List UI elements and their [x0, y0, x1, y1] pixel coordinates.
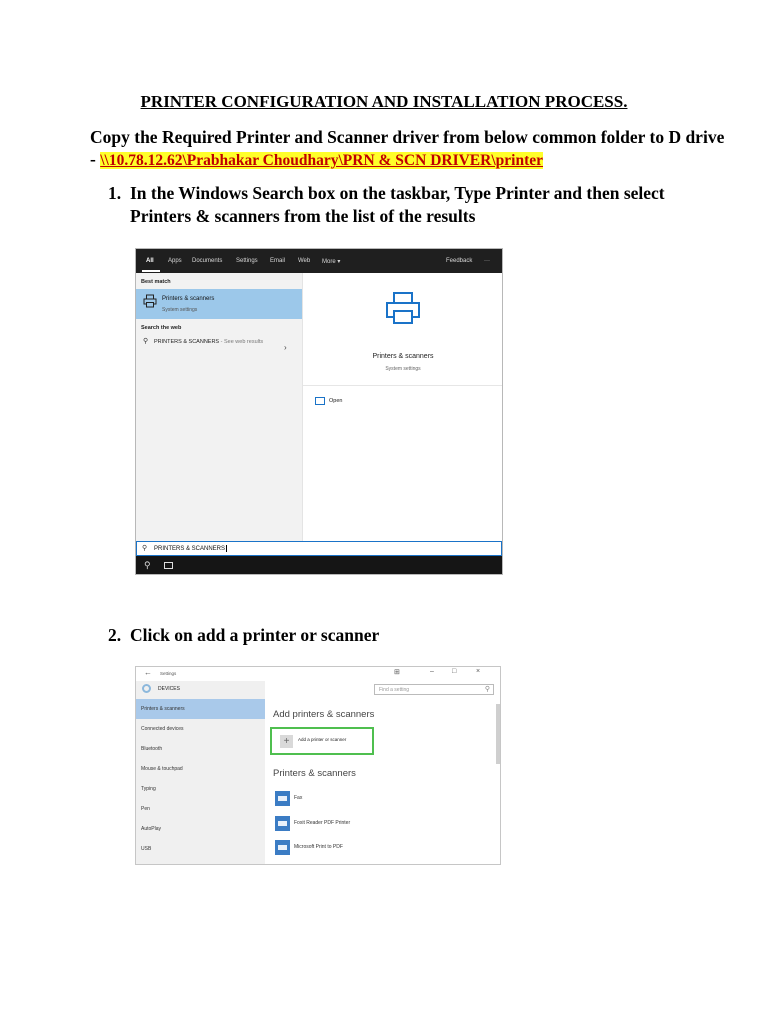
gear-icon — [142, 684, 151, 693]
windows-search-screenshot — [135, 248, 503, 575]
tab-email[interactable]: Email — [270, 258, 286, 264]
scrollbar[interactable] — [496, 704, 500, 764]
step-2-text: Click on add a printer or scanner — [130, 625, 380, 645]
best-match-title: Printers & scanners — [162, 296, 215, 302]
result-detail-pane — [302, 273, 503, 541]
printer-item-fax[interactable] — [273, 791, 473, 811]
add-printer-button[interactable] — [270, 727, 374, 755]
step-2 — [108, 624, 708, 647]
printer-icon — [143, 294, 157, 308]
active-tab-underline — [142, 270, 160, 272]
detail-divider — [303, 385, 503, 386]
tab-settings[interactable]: Settings — [236, 258, 258, 264]
maximize-icon[interactable]: □ — [452, 668, 457, 675]
nav-connected-devices[interactable]: Connected devices — [141, 726, 184, 732]
intro-text: Copy the Required Printer and Scanner driver from below common folder to D drive - — [90, 127, 725, 169]
step-1-number: 1. — [108, 183, 122, 203]
add-printers-heading: Add printers & scanners — [273, 709, 375, 720]
printer-item-foxit[interactable] — [273, 816, 473, 836]
find-setting-input[interactable] — [374, 684, 494, 695]
printer-large-icon — [383, 289, 423, 329]
nav-mouse-touchpad[interactable]: Mouse & touchpad — [141, 766, 183, 772]
printer-icon — [275, 791, 290, 806]
tab-apps[interactable]: Apps — [168, 258, 182, 264]
printer-item-ms-pdf[interactable] — [273, 840, 473, 860]
results-list — [136, 273, 302, 541]
web-result-subtext: - See web results — [219, 339, 264, 345]
step-1 — [108, 182, 708, 228]
search-icon: ⚲ — [143, 338, 149, 345]
intro-paragraph — [90, 126, 730, 172]
driver-folder-path: \\10.78.12.62\Prabhakar Choudhary\PRN & SCN DRIVER\printer — [100, 152, 543, 169]
task-view-icon[interactable] — [164, 562, 173, 569]
detail-title: Printers & scanners — [372, 353, 434, 360]
taskbar-search-box[interactable] — [136, 541, 502, 556]
feedback-link[interactable]: Feedback — [446, 258, 473, 264]
printer-icon — [275, 840, 290, 855]
nav-usb[interactable]: USB — [141, 846, 152, 852]
document-title: PRINTER CONFIGURATION AND INSTALLATION PROCESS. — [140, 92, 628, 111]
settings-titlebar — [136, 667, 500, 681]
nav-typing[interactable]: Typing — [141, 786, 156, 792]
web-result-text: PRINTERS & SCANNERS — [154, 339, 220, 345]
nav-bluetooth[interactable]: Bluetooth — [141, 746, 163, 752]
add-printer-label: Add a printer or scanner — [298, 737, 347, 742]
plus-icon: + — [280, 735, 293, 748]
taskbar-search-icon[interactable]: ⚲ — [144, 560, 151, 570]
search-web-label: Search the web — [141, 325, 182, 331]
printer-name: Microsoft Print to PDF — [294, 844, 343, 850]
devices-section-title: DEVICES — [158, 686, 180, 692]
open-action[interactable]: Open — [329, 398, 343, 404]
close-icon[interactable]: × — [476, 668, 481, 675]
find-setting-placeholder: Find a setting — [379, 687, 410, 693]
pin-icon[interactable]: ⊞ — [394, 669, 400, 676]
search-icon: ⚲ — [142, 545, 148, 552]
settings-window-title: Settings — [160, 671, 177, 676]
web-result-item[interactable] — [154, 337, 264, 347]
tab-documents[interactable]: Documents — [192, 258, 223, 264]
nav-pen[interactable]: Pen — [141, 806, 150, 812]
printer-name: Fax — [294, 795, 303, 801]
step-2-number: 2. — [108, 625, 122, 645]
tab-all[interactable]: All — [146, 258, 154, 264]
minimize-icon[interactable]: – — [430, 668, 434, 675]
back-arrow-icon[interactable]: ← — [144, 668, 152, 677]
search-icon: ⚲ — [484, 686, 490, 693]
tab-web[interactable]: Web — [298, 258, 311, 264]
more-options-icon[interactable]: ··· — [484, 258, 490, 264]
nav-printers-scanners[interactable]: Printers & scanners — [136, 699, 265, 719]
settings-screenshot — [135, 666, 501, 865]
tab-more[interactable]: More ▾ — [322, 259, 341, 265]
search-tabs-bar — [136, 249, 502, 273]
chevron-right-icon[interactable]: › — [284, 343, 287, 352]
best-match-item[interactable] — [136, 289, 302, 319]
printers-list-heading: Printers & scanners — [273, 768, 356, 779]
step-1-text: In the Windows Search box on the taskbar, Type Printer and then select Printers & scanners from the list of the results — [130, 183, 665, 226]
settings-sidebar — [136, 681, 265, 865]
best-match-subtitle: System settings — [162, 307, 198, 313]
detail-subtitle: System settings — [385, 366, 421, 372]
printer-name: Foxit Reader PDF Printer — [294, 820, 351, 826]
taskbar — [136, 556, 502, 575]
nav-autoplay[interactable]: AutoPlay — [141, 826, 162, 832]
search-input-value[interactable]: PRINTERS & SCANNERS — [154, 546, 226, 553]
printer-icon — [275, 816, 290, 831]
best-match-label: Best match — [141, 279, 171, 285]
open-icon — [315, 397, 325, 405]
